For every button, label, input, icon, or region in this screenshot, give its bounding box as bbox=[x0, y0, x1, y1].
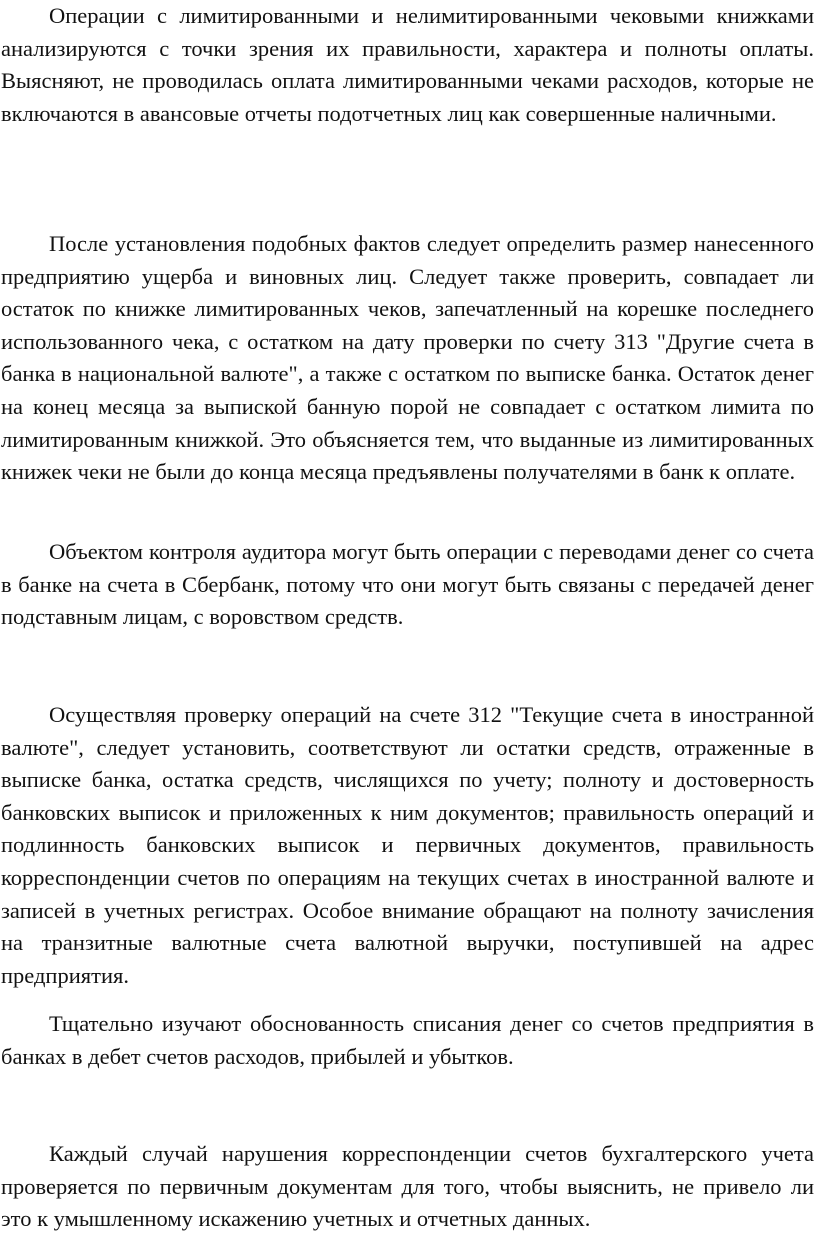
paragraph-foreign-currency-account: Осуществляя проверку операций на счете 312 "Текущие счета в иностранной валюте", следует установить, соответствуют ли остатки средств, отраженные в выписке банка, остатка средств, числящихся по учету; полноту и достоверность банковских выписок и приложенных к ним документов; правильность операций и подлинность банковских выписок и первичных документов, правильность корреспонденции счетов по операциям на текущих счетах в иностранной валюте и записей в учетных регистрах. Особое внимание обращают на полноту зачисления на транзитные валютные счета валютной выручки, поступившей на адрес предприятия. bbox=[1, 702, 814, 988]
paragraph-limited-checkbooks: Операции с лимитированными и нелимитированными чековыми книжками анализируются с точки зрения их правильности, характера и полноты оплаты. Выясняют, не проводилась оплата лимитированными чеками расходов, которые не включаются в авансовые отчеты подотчетных лиц как совершенные наличными. bbox=[1, 3, 814, 126]
paragraph-write-off-review: Тщательно изучают обоснованность списания денег со счетов предприятия в банках в дебет счетов расходов, прибылей и убытков. bbox=[1, 1011, 814, 1069]
paragraph-sberbank-transfers: Объектом контроля аудитора могут быть операции с переводами денег со счета в банке на счета в Сбербанк, потому что они могут быть связаны с передачей денег подставным лицам, с воровством средств. bbox=[1, 539, 814, 630]
paragraph-correspondence-violations: Каждый случай нарушения корреспонденции счетов бухгалтерского учета проверяется по первичным документам для того, чтобы выяснить, не привело ли это к умышленному искажению учетных и отчетных данных. bbox=[1, 1141, 814, 1232]
paragraph-damage-assessment: После установления подобных фактов следует определить размер нанесенного предприятию ущерба и виновных лиц. Следует также проверить, совпадает ли остаток по книжке лимитированных чеков, запечатленный на корешке последнего использованного чека, с остатком на дату проверки по счету 313 "Другие счета в банка в национальной валюте", а также с остатком по выписке банка. Остаток денег на конец месяца за выпиской банную порой не совпадает с остатком лимита по лимитированным книжкой. Это объясняется тем, что выданные из лимитированных книжек чеки не были до конца месяца предъявлены получателями в банк к оплате. bbox=[1, 231, 814, 485]
